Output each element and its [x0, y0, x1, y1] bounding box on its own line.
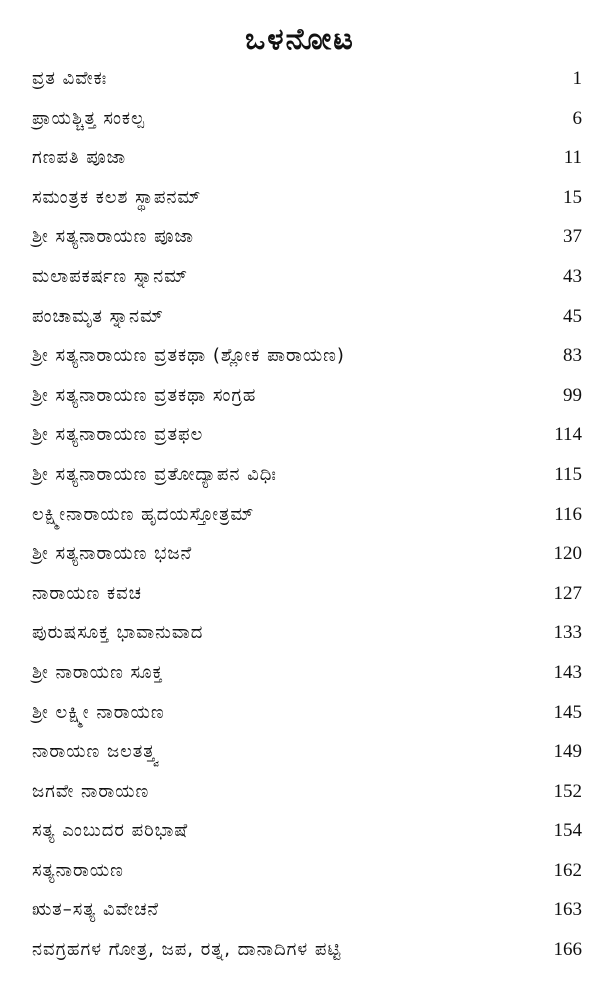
toc-entry-title: ಸತ್ಯನಾರಾಯಣ	[32, 859, 124, 881]
toc-entry	[0, 733, 600, 773]
toc-entry	[0, 416, 600, 456]
toc-entry-page: 149	[553, 741, 582, 763]
toc-entry-title: ಲಕ್ಷ್ಮೀನಾರಾಯಣ ಹೃದಯಸ್ತೋತ್ರಮ್	[32, 503, 255, 525]
toc-entry-title: ನಾರಾಯಣ ಕವಚ	[32, 582, 142, 604]
toc-entry-page: 115	[554, 463, 582, 485]
toc-entry	[0, 456, 600, 496]
page-title: ಒಳನೋಟ	[245, 22, 355, 57]
toc-entry	[0, 654, 600, 694]
toc-entry-page: 83	[563, 345, 582, 367]
toc-entry	[0, 535, 600, 575]
toc-entry-page: 120	[553, 543, 582, 565]
toc-entry	[0, 773, 600, 813]
toc-entry-page: 166	[553, 939, 582, 961]
toc-entry	[0, 179, 600, 219]
toc-entry-page: 152	[553, 780, 582, 802]
toc-entry-title: ನವಗ್ರಹಗಳ ಗೋತ್ರ, ಜಪ, ರತ್ನ, ದಾನಾದಿಗಳ ಪಟ್ಟಿ	[32, 939, 342, 961]
toc-entry-title: ಮಲಾಪಕರ್ಷಣ ಸ್ನಾನಮ್	[32, 265, 189, 287]
toc-entry-page: 154	[553, 820, 582, 842]
toc-entry	[0, 891, 600, 931]
toc-entry	[0, 694, 600, 734]
toc-entry-page: 11	[563, 147, 582, 169]
toc-entry-page: 114	[554, 424, 582, 446]
toc-entry	[0, 60, 600, 100]
toc-entry	[0, 575, 600, 615]
toc-entry-title: ವ್ರತ ವಿವೇಕಃ	[32, 68, 108, 89]
toc-entry-title: ಪುರುಷಸೂಕ್ತ ಭಾವಾನುವಾದ	[32, 622, 204, 644]
toc-entry	[0, 258, 600, 298]
toc-entry-title: ಶ್ರೀ ಸತ್ಯನಾರಾಯಣ ಪೂಜಾ	[32, 226, 194, 248]
toc-entry-title: ಸತ್ಯ ಎಂಬುದರ ಪರಿಭಾಷೆ	[32, 820, 189, 842]
toc-entry-title: ಸಮಂತ್ರಕ ಕಲಶ ಸ್ಥಾಪನಮ್	[32, 186, 202, 208]
toc-entry-title: ನಾರಾಯಣ ಜಲತತ್ತ್ವ	[32, 741, 159, 763]
toc-entry-page: 162	[553, 859, 582, 881]
toc-entry-title: ಪ್ರಾಯಶ್ಚಿತ್ತ ಸಂಕಲ್ಪ	[32, 107, 146, 129]
toc-entry-title: ಗಣಪತಿ ಪೂಜಾ	[32, 147, 127, 169]
toc-entry-title: ಶ್ರೀ ಸತ್ಯನಾರಾಯಣ ಭಜನೆ	[32, 543, 193, 565]
table-of-contents	[0, 60, 600, 971]
toc-entry-page: 15	[563, 186, 582, 208]
toc-entry-page: 163	[553, 899, 582, 921]
toc-entry-page: 99	[563, 384, 582, 406]
toc-entry	[0, 337, 600, 377]
toc-entry-title: ಋತ–ಸತ್ಯ ವಿವೇಚನೆ	[32, 899, 160, 921]
toc-entry-title: ಜಗವೇ ನಾರಾಯಣ	[32, 780, 150, 802]
toc-entry-title: ಶ್ರೀ ಲಕ್ಷ್ಮೀ ನಾರಾಯಣ	[32, 701, 165, 723]
toc-entry	[0, 100, 600, 140]
toc-entry-page: 116	[554, 503, 582, 525]
toc-entry-title: ಶ್ರೀ ಸತ್ಯನಾರಾಯಣ ವ್ರತಫಲ	[32, 424, 204, 446]
toc-entry-page: 133	[553, 622, 582, 644]
toc-entry-page: 37	[563, 226, 582, 248]
toc-entry-page: 43	[563, 265, 582, 287]
toc-entry-title: ಶ್ರೀ ಸತ್ಯನಾರಾಯಣ ವ್ರತಕಥಾ ಸಂಗ್ರಹ	[32, 384, 257, 406]
toc-entry	[0, 377, 600, 417]
toc-entry-page: 6	[572, 107, 582, 129]
toc-entry	[0, 852, 600, 892]
toc-entry	[0, 812, 600, 852]
toc-entry	[0, 496, 600, 536]
toc-entry-page: 1	[572, 68, 582, 89]
toc-entry	[0, 298, 600, 338]
toc-entry-page: 145	[553, 701, 582, 723]
toc-entry-title: ಶ್ರೀ ಸತ್ಯನಾರಾಯಣ ವ್ರತಕಥಾ (ಶ್ಲೋಕ ಪಾರಾಯಣ)	[32, 345, 345, 367]
toc-entry-title: ಶ್ರೀ ನಾರಾಯಣ ಸೂಕ್ತ	[32, 661, 164, 683]
toc-entry-title: ಶ್ರೀ ಸತ್ಯನಾರಾಯಣ ವ್ರತೋದ್ಯಾಪನ ವಿಧಿಃ	[32, 463, 277, 485]
toc-entry	[0, 218, 600, 258]
toc-entry-page: 143	[553, 661, 582, 683]
toc-entry-page: 127	[553, 582, 582, 604]
toc-entry-title: ಪಂಚಾಮೃತ ಸ್ನಾನಮ್	[32, 305, 164, 327]
toc-entry-page: 45	[563, 305, 582, 327]
toc-entry	[0, 931, 600, 971]
toc-entry	[0, 139, 600, 179]
toc-entry	[0, 614, 600, 654]
